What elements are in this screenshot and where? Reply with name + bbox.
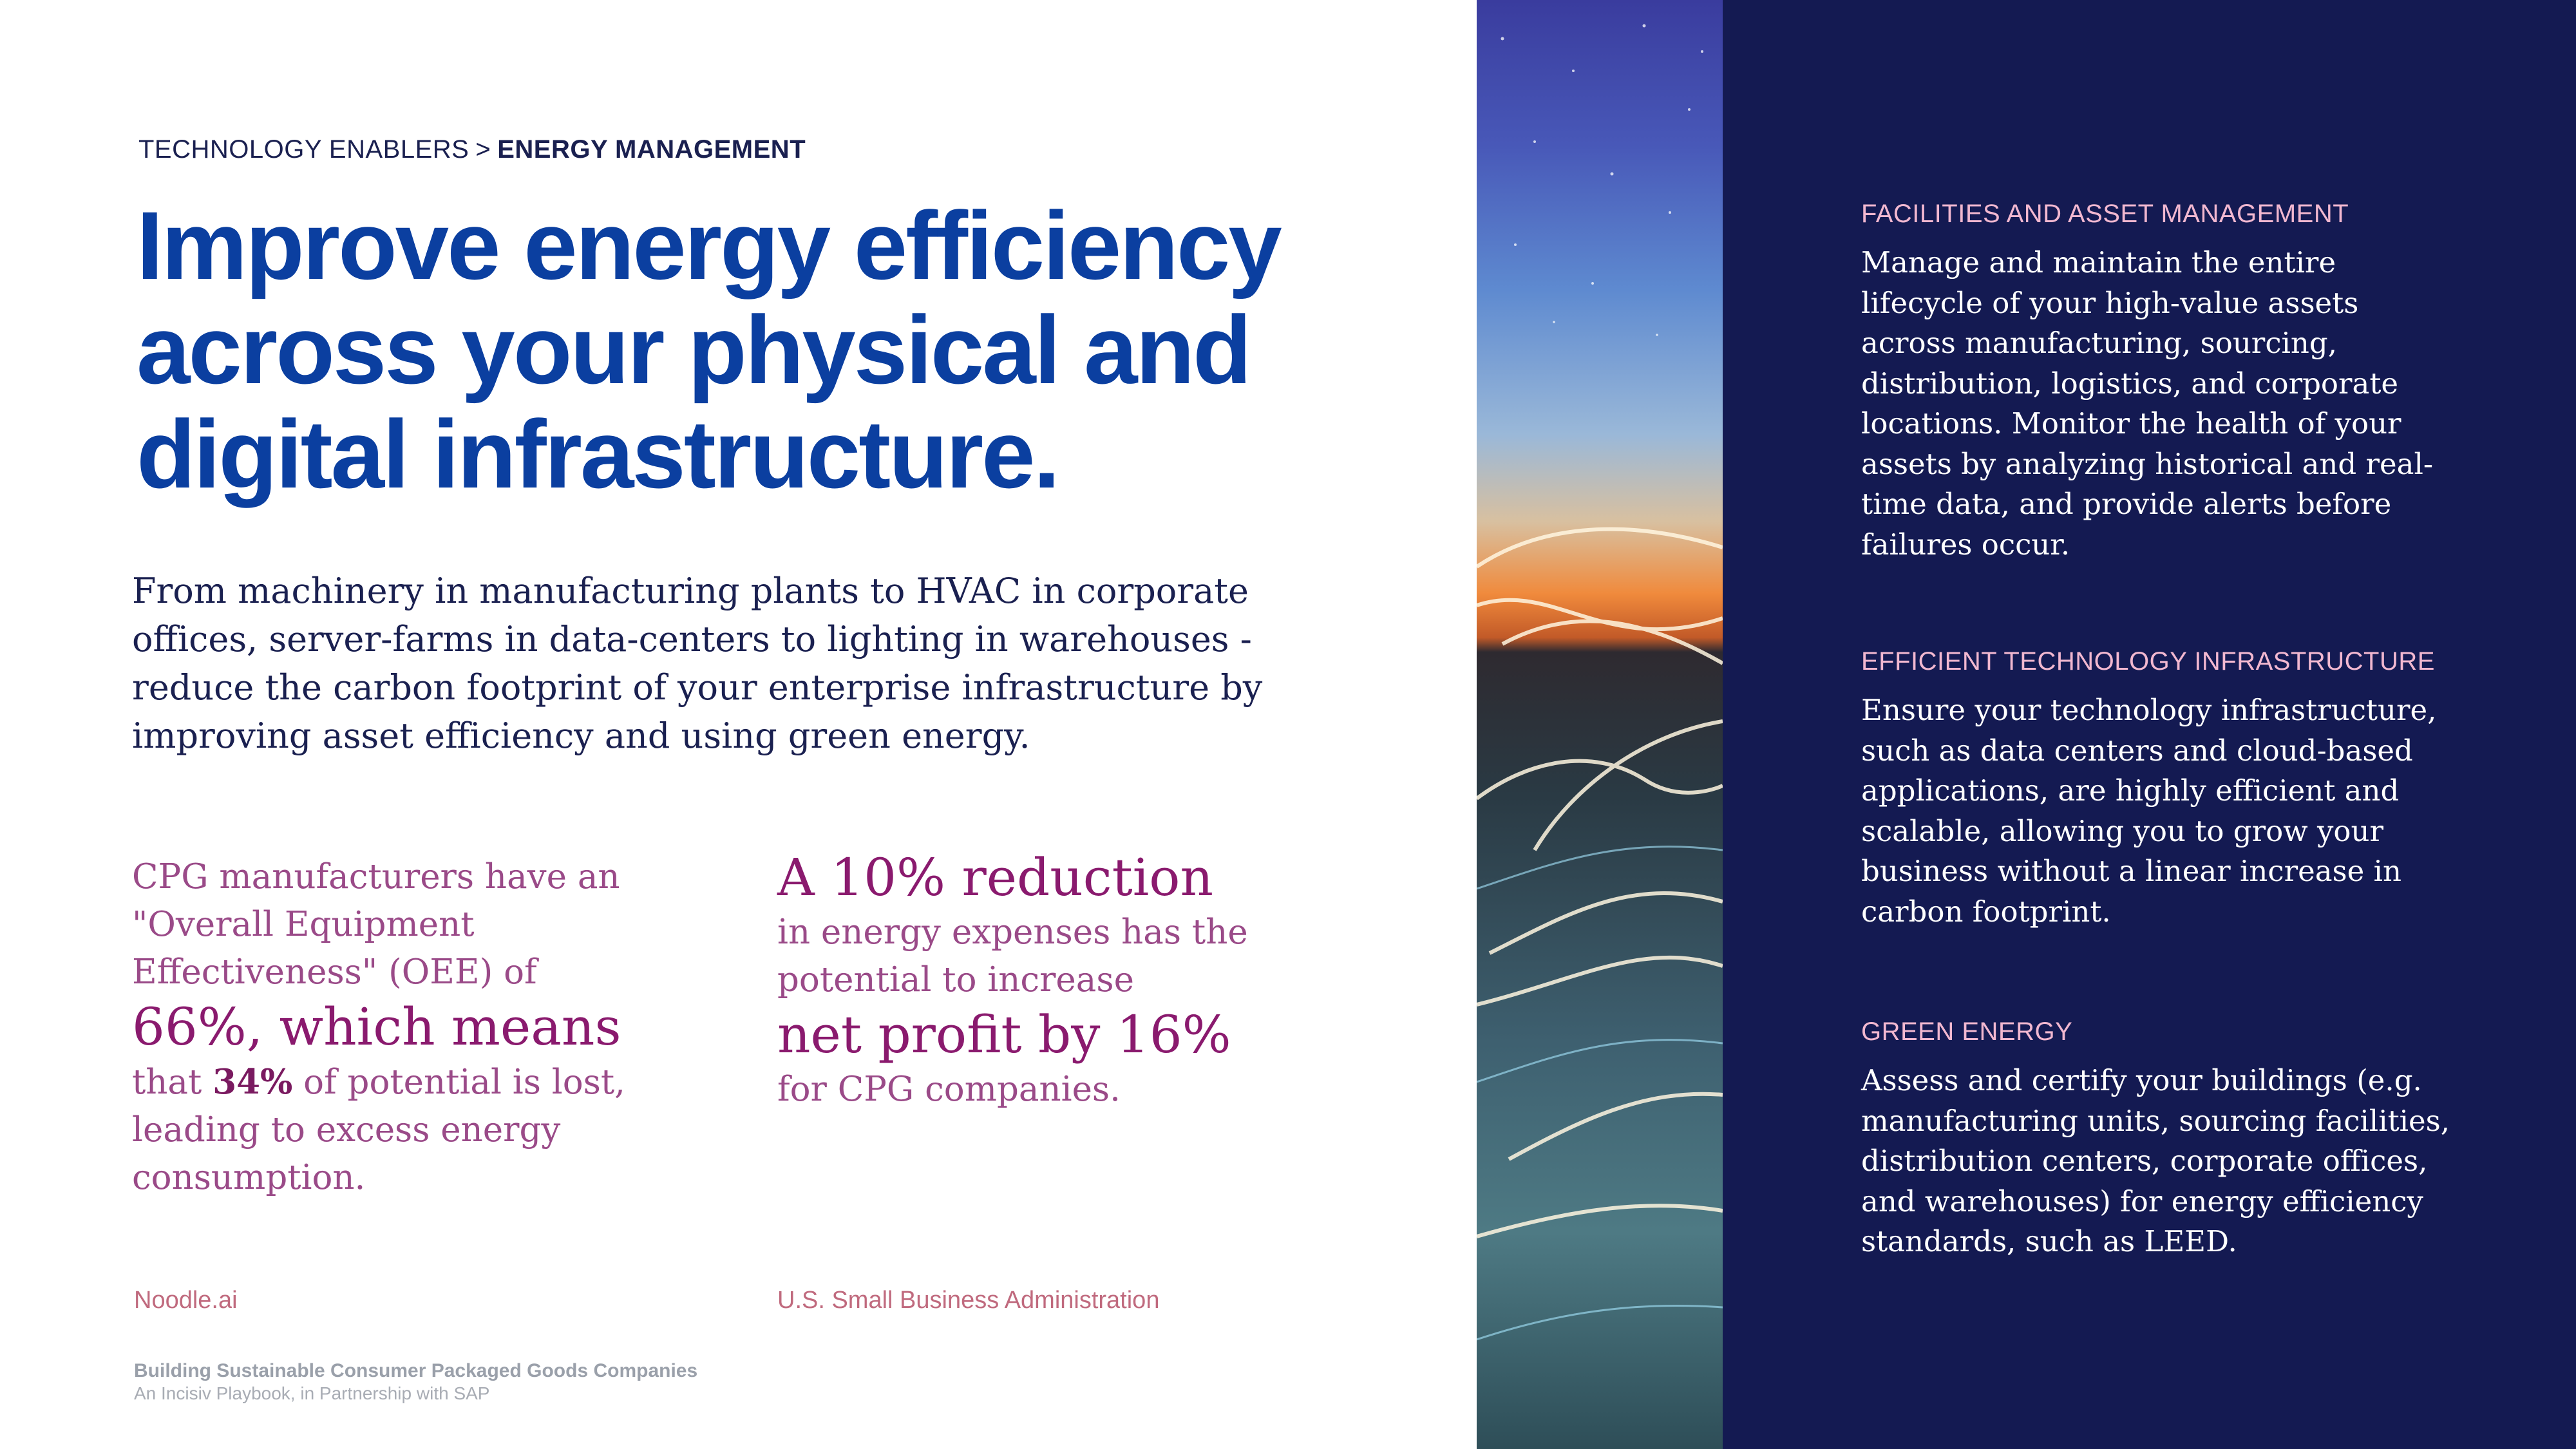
intro-paragraph: From machinery in manufacturing plants to HVAC in corporate offices, server-farms in data-centers to lighting in warehouses - reduce the carbon footprint of your enterprise infrastructure by improving asset efficiency and using green energy. [132,571,1263,756]
stat-oee-line-7: consumption. [132,1158,366,1197]
stat-oee-line-3: Effectiveness" (OEE) of [132,952,537,992]
stat-oee [132,853,776,1202]
panel-item-body: Manage and maintain the entire lifecycle of your high-value assets across manufacturing, sourcing, distribution, logistics, and corporate locations. Monitor the health of your assets by analyzing historical and real-time data, and provide alerts before failures occur. [1861,245,2434,562]
stat-oee-highlight: 66%, which means [132,997,621,1057]
title-line-2: across your physical and [137,296,1250,404]
footer-title: Building Sustainable Consumer Packaged Goods Companies [134,1360,698,1381]
stat-oee-line-2: "Overall Equipment [132,905,475,944]
stat-energy-highlight-1: A 10% reduction [777,848,1213,907]
stat-oee-line-5: that 34% of potential is lost, [132,1062,626,1102]
footer-subtitle: An Incisiv Playbook, in Partnership with SAP [134,1383,490,1403]
stat-oee-line-6: leading to excess energy [132,1110,561,1150]
stat-energy-line-5: for CPG companies. [777,1070,1121,1109]
panel-item-facilities [1861,200,2454,565]
stat-energy-highlight-2: net profit by 16% [777,1005,1231,1065]
panel-item-heading: GREEN ENERGY [1861,1018,2073,1046]
title-line-1: Improve energy efficiency [137,191,1280,299]
panel-item-body: Assess and certify your buildings (e.g. manufacturing units, sourcing facilities, distribution centers, corporate offices, and warehouses) for energy efficiency standards, such as LEED. [1861,1063,2450,1258]
breadcrumb-parent[interactable]: TECHNOLOGY ENABLERS [138,135,469,164]
breadcrumb [138,135,806,164]
stat-energy-line-3: potential to increase [777,960,1134,999]
source-noodle: Noodle.ai [134,1287,238,1314]
right-panel [1723,0,2576,1449]
breadcrumb-separator: > [475,135,491,164]
light-trails-graphic [1477,0,1723,1449]
stat-oee-line-1: CPG manufacturers have an [132,857,620,896]
title-line-3: digital infrastructure. [137,400,1059,508]
panel-item-heading: EFFICIENT TECHNOLOGY INFRASTRUCTURE [1861,647,2435,676]
panel-item-green-energy [1861,1018,2454,1262]
panel-item-technology [1861,647,2454,932]
source-sba: U.S. Small Business Administration [777,1287,1160,1314]
page-title [137,193,1360,506]
stat-energy-reduction [777,847,1421,1113]
decorative-photo [1477,0,1723,1449]
stat-oee-bold-value: 34% [213,1062,293,1102]
stat-energy-line-2: in energy expenses has the [777,913,1248,952]
panel-item-body: Ensure your technology infrastructure, such as data centers and cloud-based applications, are highly efficient and scalable, allowing you to grow your business without a linear increase in carbon footprint. [1861,693,2437,929]
breadcrumb-current: ENERGY MANAGEMENT [497,135,806,164]
panel-item-heading: FACILITIES AND ASSET MANAGEMENT [1861,200,2349,228]
